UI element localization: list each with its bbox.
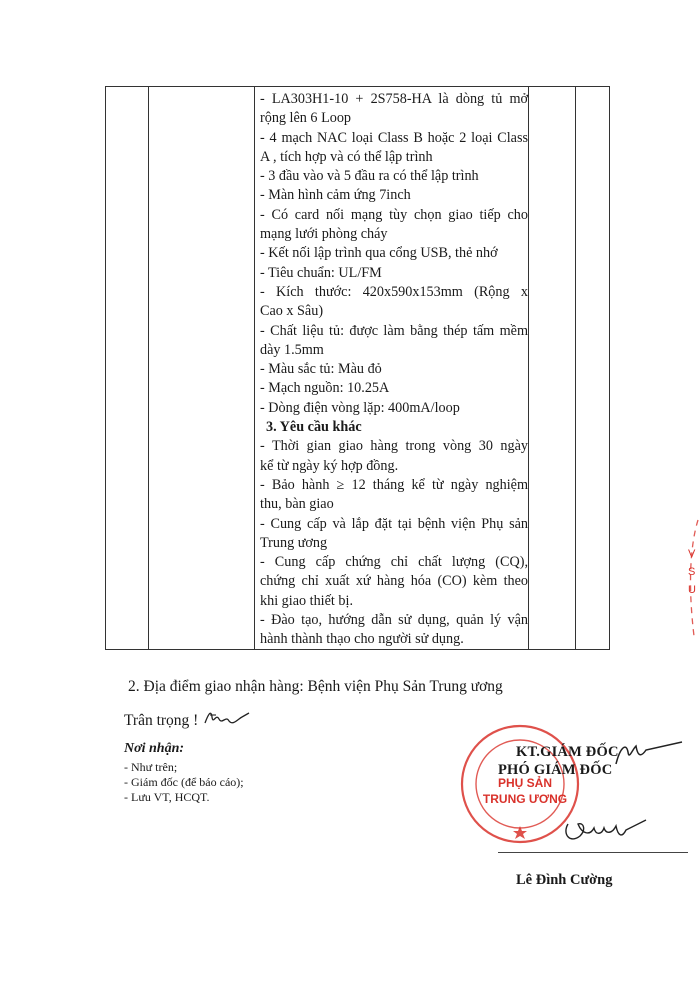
edge-stamp-fragment: V [688, 548, 696, 560]
recipient-item: - Giám đốc (để báo cáo); [124, 775, 244, 789]
spec-line: - Có card nối mạng tùy chọn giao tiếp cho [260, 206, 528, 223]
table-column-divider [148, 87, 149, 649]
spec-line: - Màn hình cảm ứng 7inch [260, 187, 411, 204]
spec-line: - Cung cấp và lắp đặt tại bệnh viện Phụ sản [260, 515, 528, 532]
delivery-location: 2. Địa điểm giao nhận hàng: Bệnh viện Phụ Sản Trung ương [128, 678, 503, 695]
spec-line: khi giao thiết bị. [260, 592, 353, 609]
signer-title-line2: PHÓ GIÁM ĐỐC [498, 762, 613, 778]
handwritten-signature [560, 810, 650, 850]
closing-regards-text: Trân trọng ! [124, 712, 199, 729]
spec-line: mạng lưới phòng cháy [260, 226, 388, 243]
initials-signature [202, 707, 252, 729]
spec-line: - Bảo hành ≥ 12 tháng kể từ ngày nghiệm [260, 476, 528, 493]
specification-table [105, 86, 610, 650]
signer-name: Lê Đình Cường [516, 872, 613, 888]
spec-line: - 4 mạch NAC loại Class B hoặc 2 loại Class [260, 129, 528, 146]
spec-line: Trung ương [260, 534, 328, 551]
signature-line [498, 852, 688, 853]
spec-line: - Kích thước: 420x590x153mm (Rộng x [260, 283, 528, 300]
closing-regards [124, 707, 252, 730]
edge-stamp-fragment: U [688, 584, 696, 596]
spec-line: - Đào tạo, hướng dẫn sử dụng, quản lý vận [260, 612, 528, 629]
spec-line: A , tích hợp và có thể lập trình [260, 148, 433, 165]
spec-line: - Cung cấp chứng chỉ chất lượng (CQ), [260, 554, 528, 571]
recipient-item: - Lưu VT, HCQT. [124, 790, 210, 804]
spec-line: kể từ ngày ký hợp đồng. [260, 457, 399, 474]
spec-line: - Tiêu chuẩn: UL/FM [260, 264, 382, 281]
spec-line: dày 1.5mm [260, 341, 324, 358]
spec-line: Cao x Sâu) [260, 303, 324, 320]
edge-stamp-fragment: S [688, 566, 696, 578]
initial-mark [612, 738, 692, 772]
edge-stamp-arc [684, 516, 700, 646]
table-column-divider [528, 87, 529, 649]
spec-line: - Kết nối lập trình qua cổng USB, thẻ nhớ [260, 245, 498, 262]
spec-line: rộng lên 6 Loop [260, 110, 352, 127]
spec-line: - Dòng điện vòng lặp: 400mA/loop [260, 399, 460, 416]
spec-line: - Chất liệu tủ: được làm bằng thép tấm mềm [260, 322, 528, 339]
spec-line: - Thời gian giao hàng trong vòng 30 ngày [260, 438, 528, 455]
spec-line: - 3 đầu vào và 5 đầu ra có thể lập trình [260, 168, 479, 185]
spec-line: chứng chỉ xuất xứ hàng hóa (CO) kèm theo [260, 573, 528, 590]
spec-line: thu, bàn giao [260, 496, 334, 513]
spec-line: - Mạch nguồn: 10.25A [260, 380, 390, 397]
table-column-divider [575, 87, 576, 649]
section-heading: 3. Yêu cầu khác [266, 419, 362, 436]
spec-line: hành thành thạo cho người sử dụng. [260, 631, 464, 648]
recipients-heading: Nơi nhận: [124, 741, 185, 756]
stamp-text-line2: TRUNG ƯƠNG [482, 792, 568, 806]
recipient-item: - Như trên; [124, 760, 178, 774]
stamp-text-line1: PHỤ SẢN [497, 776, 552, 790]
signer-title-line1: KT.GIÁM ĐỐC [516, 744, 619, 760]
specification-text-cell [254, 87, 528, 650]
spec-line: - LA303H1-10 + 2S758-HA là dòng tủ mở [260, 91, 528, 107]
spec-line: - Màu sắc tủ: Màu đỏ [260, 361, 382, 378]
